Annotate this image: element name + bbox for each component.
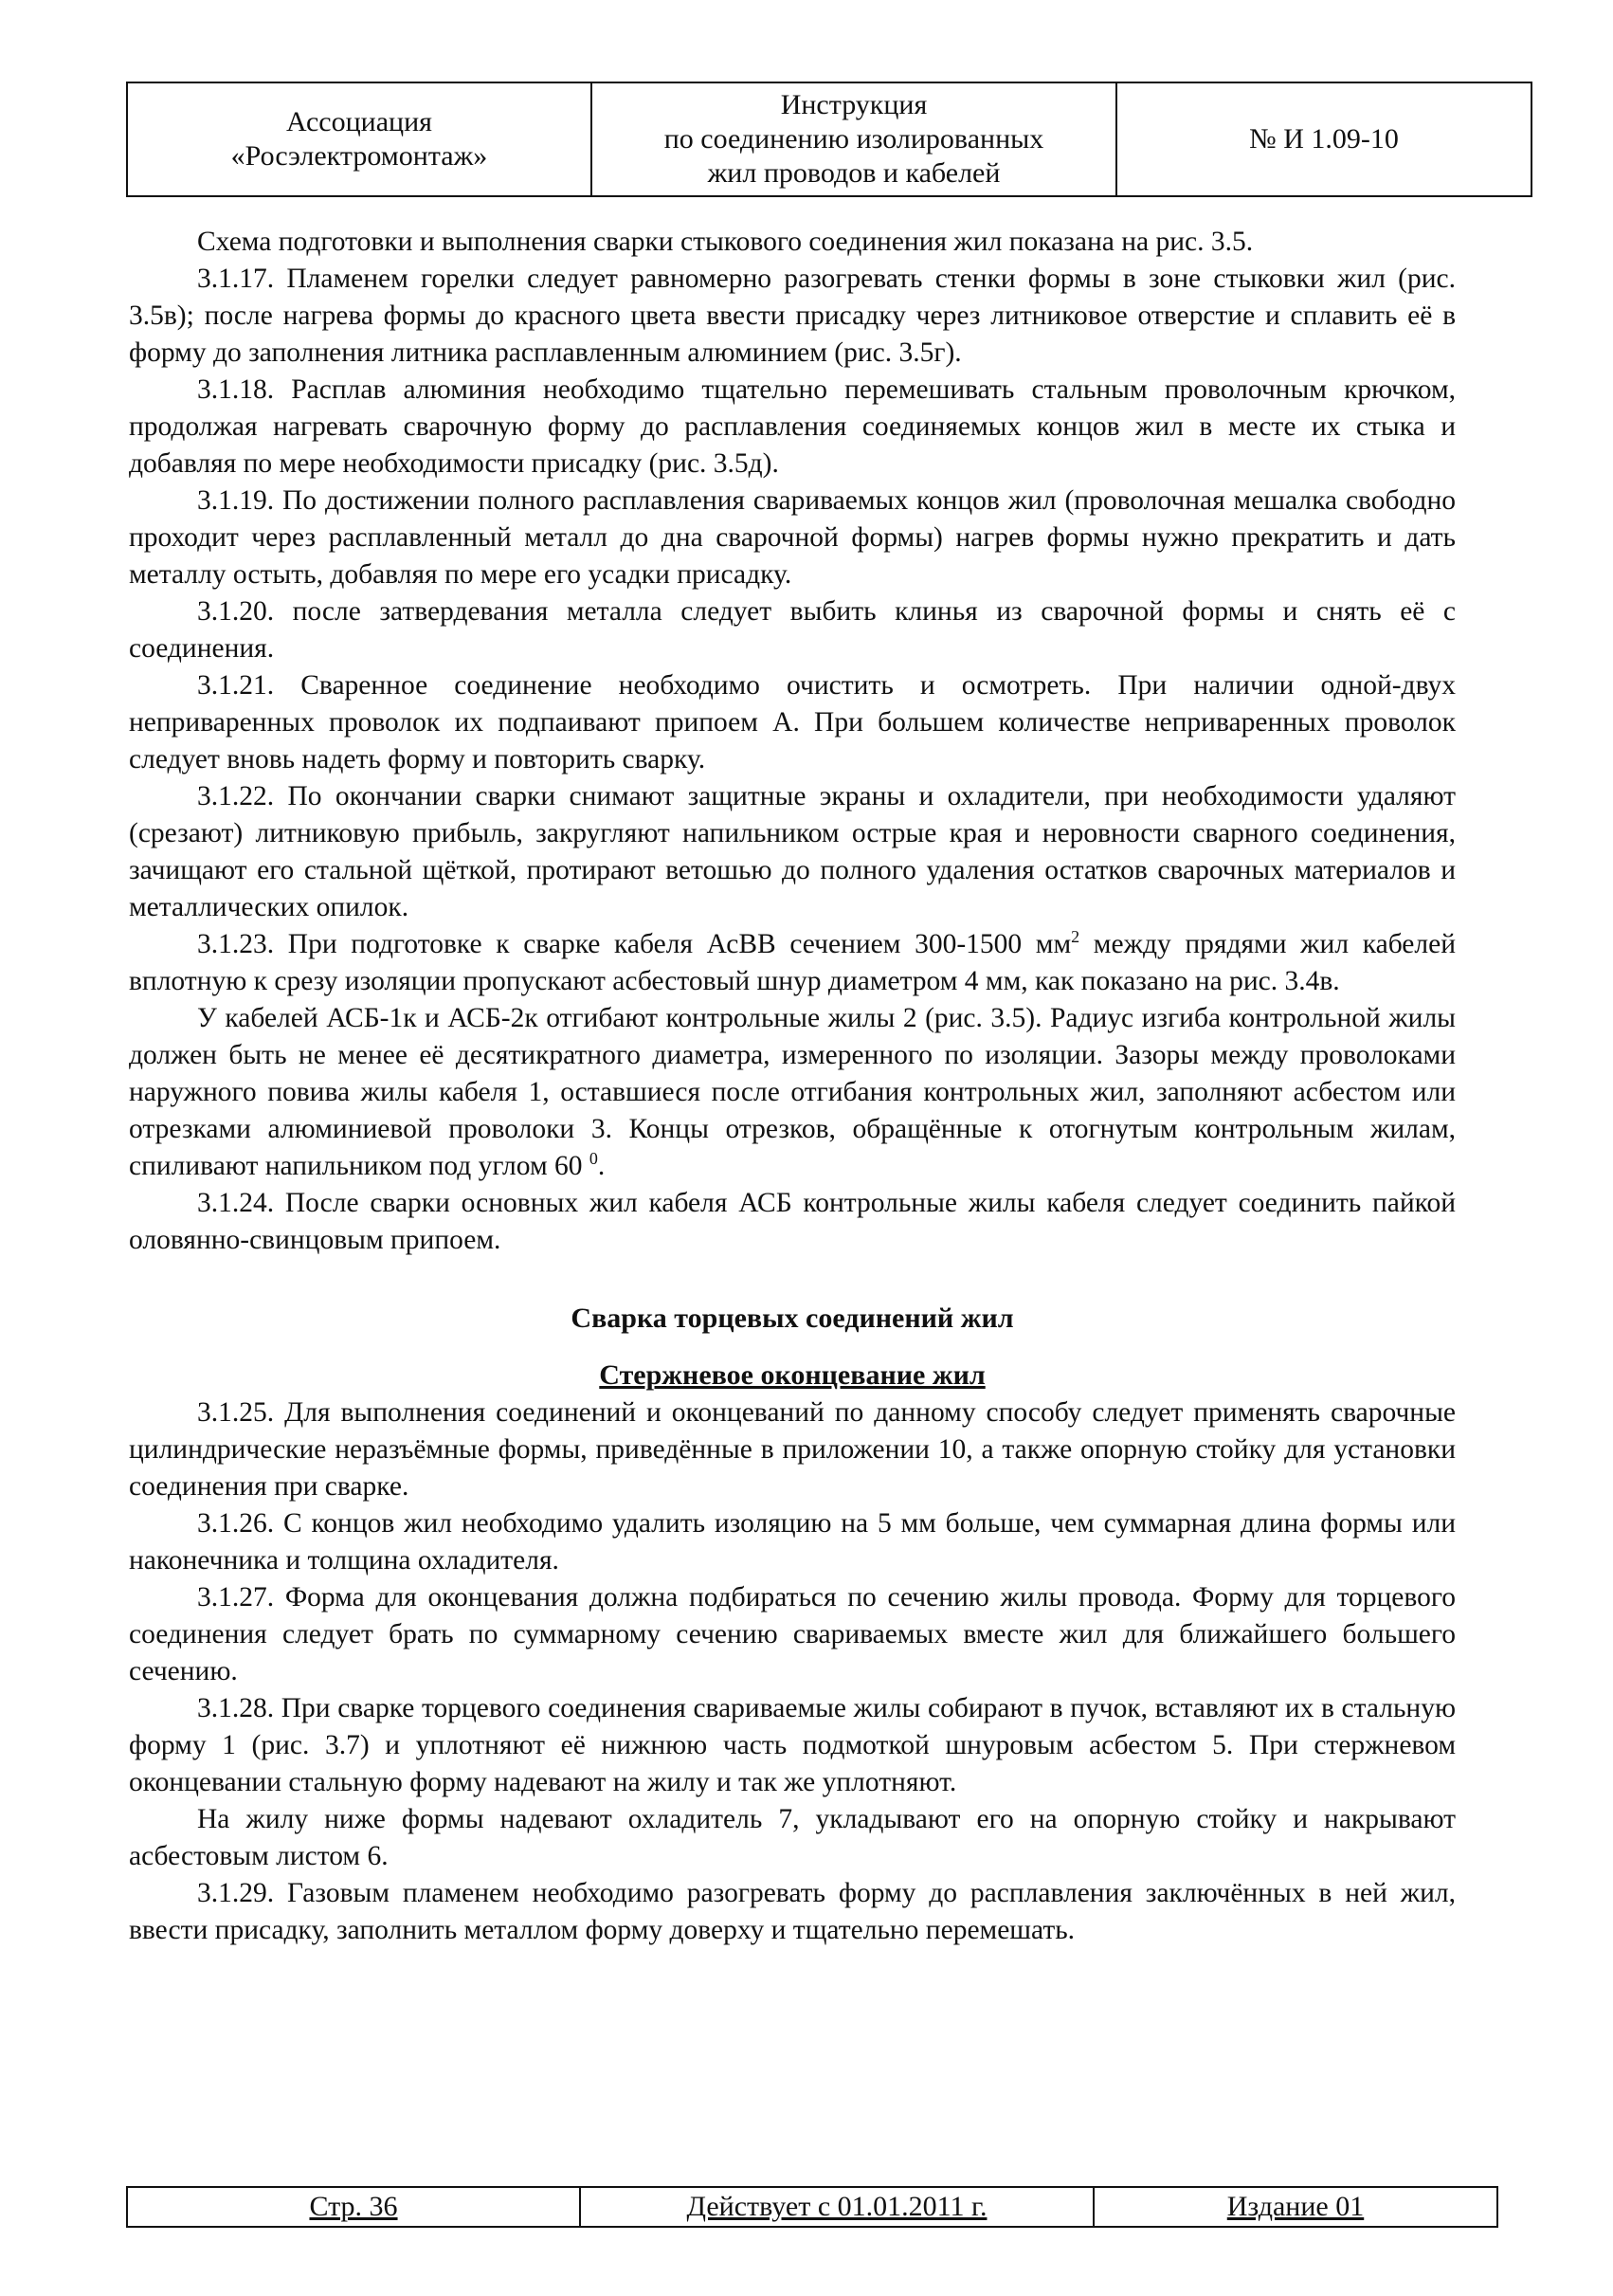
paragraph-asb-cables bbox=[129, 1000, 1456, 1185]
paragraph-asb-cables-text-b: . bbox=[597, 1151, 606, 1181]
document-title-line3: жил проводов и кабелей bbox=[707, 157, 1001, 189]
page-number: Стр. 36 bbox=[309, 2191, 398, 2222]
effective-date-cell bbox=[580, 2187, 1094, 2227]
paragraph-asb-cables-text-a: У кабелей АСБ-1к и АСБ-2к отгибают контрольные жилы 2 (рис. 3.5). Радиус изгиба контрольной жилы должен быть не менее её десятикратного диаметра, измеренного по изоляции. Зазоры между проволоками наружного повива жилы кабеля 1, оставшиеся после отгибания контрольных жил, заполняют асбестом или отрезками алюминиевой проволоки 3. Концы отрезков, обращённые к отогнутым контрольным жилам, спиливают напильником под углом 60 bbox=[129, 1003, 1456, 1181]
paragraph-3-1-27: 3.1.27. Форма для оконцевания должна подбираться по сечению жилы провода. Форму для торцевого соединения следует брать по суммарному сечению свариваемых вместе жил для ближайшего большего сечению. bbox=[129, 1582, 1456, 1686]
paragraph-3-1-22: 3.1.22. По окончании сварки снимают защитные экраны и охладители, при необходимости удаляют (срезают) литниковую прибыль, закругляют напильником острые края и неровности сварного соединения, зачищают его стальной щёткой, протирают ветошью до полного удаления остатков сварочных материалов и металлических опилок. bbox=[129, 781, 1456, 922]
edition: Издание 01 bbox=[1226, 2191, 1365, 2222]
paragraph-cooler: На жилу ниже формы надевают охладитель 7, укладывают его на опорную стойку и накрывают асбестовым листом 6. bbox=[129, 1804, 1456, 1871]
organization-cell bbox=[127, 82, 591, 196]
paragraph-3-1-21: 3.1.21. Сваренное соединение необходимо очистить и осмотреть. При наличии одной-двух неприваренных проволок их подпаивают припоем А. При большем количестве неприваренных проволок следует вновь надеть форму и повторить сварку. bbox=[129, 670, 1456, 774]
paragraph-3-1-17: 3.1.17. Пламенем горелки следует равномерно разогревать стенки формы в зоне стыковки жил (рис. 3.5в); после нагрева формы до красного цвета ввести присадку через литниковое отверстие и сплавить её в форму до заполнения литника расплавленным алюминием (рис. 3.5г). bbox=[129, 264, 1456, 368]
effective-date: Действует с 01.01.2011 г. bbox=[686, 2191, 988, 2222]
paragraph-3-1-25: 3.1.25. Для выполнения соединений и оконцеваний по данному способу следует применять сварочные цилиндрические неразъёмные формы, приведённые в приложении 10, а также опорную стойку для установки соединения при сварке. bbox=[129, 1397, 1456, 1502]
organization-name-line1: Ассоциация bbox=[286, 106, 432, 137]
superscript-degree: 0 bbox=[589, 1149, 598, 1169]
superscript-squared: 2 bbox=[1071, 927, 1080, 947]
document-body bbox=[129, 224, 1456, 1949]
paragraph-3-1-23-text-a: 3.1.23. При подготовке к сварке кабеля АсВВ сечением 300-1500 мм bbox=[197, 929, 1072, 959]
page-number-cell bbox=[127, 2187, 580, 2227]
document-title-line2: по соединению изолированных bbox=[663, 123, 1044, 155]
section-heading: Сварка торцевых соединений жил bbox=[571, 1303, 1014, 1334]
paragraph-3-1-29: 3.1.29. Газовым пламенем необходимо разогревать форму до расплавления заключённых в ней жил, ввести присадку, заполнить металлом форму доверху и тщательно перемешать. bbox=[129, 1878, 1456, 1945]
subsection-heading: Стержневое оконцевание жил bbox=[599, 1359, 986, 1391]
paragraph-3-1-24: 3.1.24. После сварки основных жил кабеля АСБ контрольные жилы кабеля следует соединить пайкой оловянно-свинцовым припоем. bbox=[129, 1188, 1456, 1255]
document-header bbox=[126, 82, 1532, 197]
paragraph-3-1-23-text-b: между прядями жил кабелей вплотную к срезу изоляции пропускают асбестовый шнур диаметром 4 мм, как показано на рис. 3.4в. bbox=[129, 929, 1457, 996]
document-title-line1: Инструкция bbox=[780, 89, 928, 120]
document-footer bbox=[126, 2186, 1498, 2228]
paragraph-intro: Схема подготовки и выполнения сварки стыкового соединения жил показана на рис. 3.5. bbox=[197, 227, 1254, 257]
document-number-cell bbox=[1116, 82, 1531, 196]
edition-cell bbox=[1094, 2187, 1497, 2227]
paragraph-3-1-19: 3.1.19. По достижении полного расплавления свариваемых концов жил (проволочная мешалка свободно проходит через расплавленный металл до дна сварочной формы) нагрев формы нужно прекратить и дать металлу остыть, добавляя по мере его усадки присадку. bbox=[129, 485, 1456, 590]
paragraph-3-1-20: 3.1.20. после затвердевания металла следует выбить клинья из сварочной формы и снять её с соединения. bbox=[129, 596, 1456, 664]
paragraph-3-1-26: 3.1.26. С концов жил необходимо удалить изоляцию на 5 мм больше, чем суммарная длина формы или наконечника и толщина охладителя. bbox=[129, 1508, 1456, 1576]
document-number: № И 1.09-10 bbox=[1249, 123, 1399, 155]
paragraph-3-1-28: 3.1.28. При сварке торцевого соединения свариваемые жилы собирают в пучок, вставляют их в стальную форму 1 (рис. 3.7) и уплотняют её нижнюю часть подмоткой шнуровым асбестом 5. При стержневом оконцевании стальную форму надевают на жилу и так же уплотняют. bbox=[129, 1693, 1456, 1797]
paragraph-3-1-23 bbox=[129, 926, 1456, 1000]
paragraph-3-1-18: 3.1.18. Расплав алюминия необходимо тщательно перемешивать стальным проволочным крючком, продолжая нагревать сварочную форму до расплавления соединяемых концов жил в месте их стыка и добавляя по мере необходимости присадку (рис. 3.5д). bbox=[129, 374, 1456, 479]
organization-name-line2: «Росэлектромонтаж» bbox=[230, 140, 488, 172]
document-title-cell bbox=[591, 82, 1116, 196]
